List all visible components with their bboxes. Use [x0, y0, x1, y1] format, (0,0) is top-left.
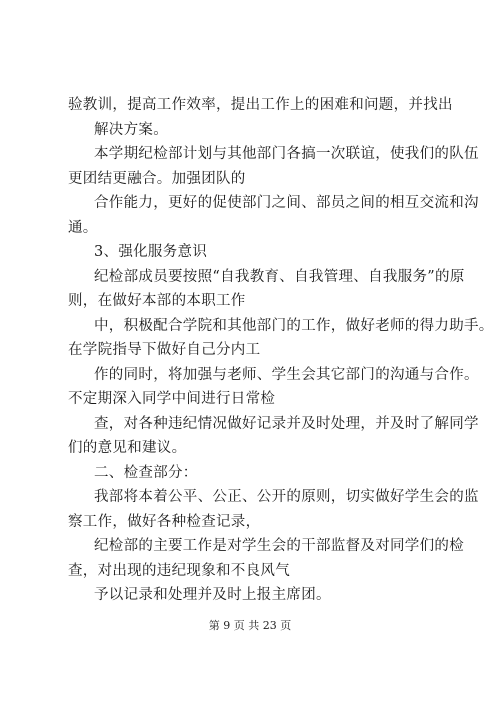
paragraph-line: 我部将本着公平、公正、公开的原则，切实做好学生会的监 — [94, 489, 479, 505]
paragraph-line: 查，对出现的违纪现象和不良风气 — [68, 562, 290, 579]
paragraph-line: 解决方案。 — [94, 121, 168, 138]
paragraph-line: 纪检部的主要工作是对学生会的干部监督及对同学们的检 — [94, 538, 464, 554]
paragraph-line: 在学院指导下做好自己分内工 — [68, 342, 261, 358]
paragraph-line: 纪检部成员要按照“自我教育、自我管理、自我服务”的原 — [94, 268, 465, 285]
paragraph-line: 查，对各种违纪情况做好记录并及时处理，并及时了解同学 — [94, 415, 479, 432]
paragraph-line: 本学期纪检部计划与其他部门各搞一次联谊，使我们的队伍 — [94, 146, 479, 162]
paragraph-line: 合作能力，更好的促使部门之间、部员之间的相互交流和沟 — [94, 195, 479, 211]
paragraph-line: 作的同时，将加强与老师、学生会其它部门的沟通与合作。 — [94, 366, 479, 383]
paragraph-line: 则，在做好本部的本职工作 — [68, 293, 246, 309]
section-heading: 二、检查部分： — [94, 464, 198, 481]
paragraph-line: 验教训，提高工作效率，提出工作上的困难和问题，并找出 — [68, 97, 453, 113]
paragraph-line: 中，积极配合学院和其他部门的工作，做好老师的得力助手。 — [94, 317, 494, 334]
paragraph-line: 们的意见和建议。 — [68, 440, 187, 456]
paragraph-line: 更团结更融合。加强团队的 — [68, 170, 246, 187]
page-number-footer: 第 9 页 共 23 页 — [208, 618, 292, 632]
paragraph-line: 不定期深入同学中间进行日常检 — [68, 391, 276, 407]
paragraph-line: 予以记录和处理并及时上报主席团。 — [94, 587, 331, 603]
paragraph-line: 通。 — [68, 219, 98, 236]
section-heading: 3、强化服务意识 — [94, 244, 208, 260]
paragraph-line: 察工作，做好各种检查记录， — [68, 513, 261, 530]
